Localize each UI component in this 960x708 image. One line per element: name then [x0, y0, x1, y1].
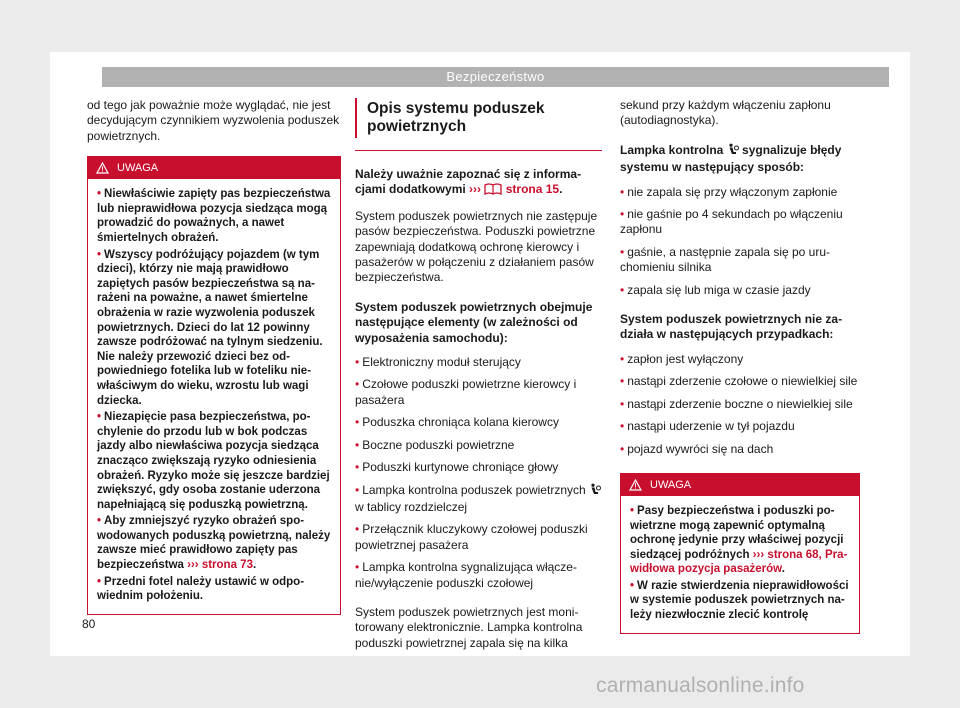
lead-text: Należy uważnie zapoznać się z informacjami dodatkowymi ››› strona 15. [355, 167, 602, 200]
page-header: Bezpieczeństwo [102, 67, 889, 87]
page-number: 80 [82, 617, 96, 631]
warning-item: • Przedni fotel należy ustawić w odpowiednim położeniu. [97, 575, 305, 603]
bullet-icon: • [620, 244, 625, 259]
subheading: System poduszek powietrznych obejmuje następujące elementy (w zależności od wyposażenia samochodu): [355, 299, 593, 345]
bullet-icon: • [620, 282, 625, 297]
warning-label: UWAGA [650, 478, 692, 491]
page-link[interactable]: strona 73 [201, 559, 253, 572]
bullet-icon: • [97, 188, 102, 201]
warning-header [88, 157, 340, 179]
list-item: • Czołowe poduszki powietrzne kierowcy i pasażera [355, 377, 577, 407]
warning-label: UWAGA [117, 162, 159, 175]
bullet-icon: • [97, 411, 102, 424]
list-item: • Elektroniczny moduł sterujący [355, 355, 521, 370]
paragraph: sekund przy każdym włączeniu zapłonu (autodiagnostyka). [620, 98, 831, 128]
subheading: Lampka kontrolna sygnalizuje błędy systemu w następujący sposób: [620, 142, 842, 175]
bullet-icon: • [620, 351, 625, 366]
bullet-icon: • [355, 437, 360, 452]
bullet-icon: • [97, 515, 102, 528]
bullet-icon: • [620, 441, 625, 456]
paragraph: System poduszek powietrznych nie zastępuje pasów bezpieczeństwa. Poduszki powietrzne zapewniają dodatkową ochronę kierowcy i pasażerów w połączeniu z działaniem pasów bezpieczeństwa. [355, 208, 598, 285]
subheading: System poduszek powietrznych nie zadziała w następujących przypadkach: [620, 312, 843, 342]
page-link-arrow[interactable]: ››› [469, 182, 482, 197]
list-item: • Poduszka chroniąca kolana kierowcy [355, 415, 559, 430]
list-item: • nastąpi uderzenie w tył pojazdu [620, 419, 795, 434]
list-item: • Poduszki kurtynowe chroniące głowy [355, 460, 559, 475]
warning-box-left [87, 156, 341, 615]
bullet-icon: • [620, 184, 625, 199]
airbag-warning-icon [589, 483, 601, 500]
list-item: • nie gaśnie po 4 sekundach po włączeniu zapłonu [620, 207, 843, 237]
page-link[interactable]: strona 15 [505, 182, 560, 197]
page-link[interactable]: strona 68, Prawidłowa pozycja pasażerów [630, 548, 848, 576]
list-item: • nastąpi zderzenie czołowe o niewielkiej sile [620, 374, 858, 389]
bullet-icon: • [97, 248, 102, 261]
list-item: • gaśnie, a następnie zapala się po uruchomieniu silnika [620, 244, 831, 275]
watermark: carmanualsonline.info [596, 674, 805, 697]
list-item: • zapłon jest wyłączony [620, 351, 744, 366]
bullet-icon: • [355, 377, 360, 392]
bullet-icon: • [630, 504, 635, 517]
bullet-icon: • [630, 579, 635, 592]
warning-item: • Niewłaściwie zapięty pas bezpieczeństwa lub nieprawidłowa pozycja siedząca mogą prowadzić do poważnych, a nawet śmiertelnych obrażeń. [97, 188, 331, 244]
warning-triangle-icon [96, 162, 109, 174]
bullet-icon: • [355, 355, 360, 370]
bullet-icon: • [620, 396, 625, 411]
list-item: • Lampka kontrolna poduszek powietrznych w tablicy rozdzielczej [355, 483, 602, 516]
bullet-icon: • [620, 207, 625, 222]
warning-body [621, 496, 859, 633]
list-item: • nastąpi zderzenie boczne o niewielkiej sile [620, 396, 853, 411]
list-item: • zapala się lub miga w czasie jazdy [620, 282, 811, 297]
list-item: • pojazd wywróci się na dach [620, 441, 774, 456]
section-title: Opis systemu poduszek powietrznych [355, 98, 602, 138]
bullet-icon: • [355, 415, 360, 430]
airbag-warning-icon [727, 143, 739, 160]
manual-page [50, 52, 910, 656]
warning-box-right [620, 473, 860, 634]
page-link-arrow[interactable]: ››› [752, 548, 765, 561]
list-item: • nie zapala się przy włączonym zapłonie [620, 184, 838, 199]
warning-item: • Aby zmniejszyć ryzyko obrażeń spowodowanych poduszką powietrzną, należy zawsze mieć prawidłowo zapięty pas bezpieczeństwa ››› strona 73. [97, 515, 331, 572]
paragraph: System poduszek powietrznych jest monitorowany elektronicznie. Lampka kontrolna poduszki powietrznej zapala się na kilka [355, 604, 583, 650]
title-divider [355, 150, 602, 151]
list-item: • Przełącznik kluczykowy czołowej poduszki powietrznej pasażera [355, 522, 588, 552]
bullet-icon: • [355, 522, 360, 537]
bullet-icon: • [355, 482, 360, 497]
bullet-icon: • [620, 419, 625, 434]
page-link-arrow[interactable]: ››› [187, 559, 199, 572]
middle-column [355, 98, 602, 660]
warning-item: • Pasy bezpieczeństwa i poduszki powietrzne mogą zapewnić optymalną ochronę jedynie przy właściwej pozycji siedzącej podróżnych ››› strona 68, Prawidłowa pozycja pasażerów. [630, 504, 848, 576]
left-column [87, 98, 341, 615]
warning-item: • Niezapięcie pasa bezpieczeństwa, pochylenie do przodu lub w bok podczas jazdy albo niewłaściwa pozycja siedząca znacząco zwiększają ryzyko odniesienia obrażeń. Ryzyko może się jeszcze bardziej zwiększyć, gdy osoba zostanie uderzona napełniającą się poduszką powietrzną. [97, 411, 330, 511]
book-icon [484, 182, 502, 199]
warning-item: • W razie stwierdzenia nieprawidłowości w systemie poduszek powietrznych należy niezwłocznie zlecić kontrolę [630, 579, 849, 622]
list-item: • Lampka kontrolna sygnalizująca włączenie/wyłączenie poduszki czołowej [355, 560, 577, 590]
right-column [620, 98, 860, 634]
bullet-icon: • [97, 575, 102, 588]
bullet-icon: • [620, 374, 625, 389]
bullet-icon: • [355, 560, 360, 575]
warning-item: • Wszyscy podróżujący pojazdem (w tym dzieci), którzy nie mają prawidłowo zapiętych pasów bezpieczeństwa są narażeni na poważne, a nawet śmiertelne obrażenia w razie wyzwolenia poduszek powietrznych. Dzieci do lat 12 powinny zawsze podróżować na tylnym siedzeniu. Nie należy przewozić dzieci bez odpowiedniego fotelika lub w foteliku niewłaściwym do wieku, wzrostu lub wagi dziecka. [97, 248, 323, 407]
warning-triangle-icon [629, 479, 642, 491]
list-item: • Boczne poduszki powietrzne [355, 437, 515, 452]
intro-text: od tego jak poważnie może wyglądać, nie jest decydującym czynnikiem wyzwolenia poduszek powietrznych. [87, 98, 340, 143]
warning-body [88, 179, 340, 614]
bullet-icon: • [355, 460, 360, 475]
warning-header [621, 474, 859, 496]
